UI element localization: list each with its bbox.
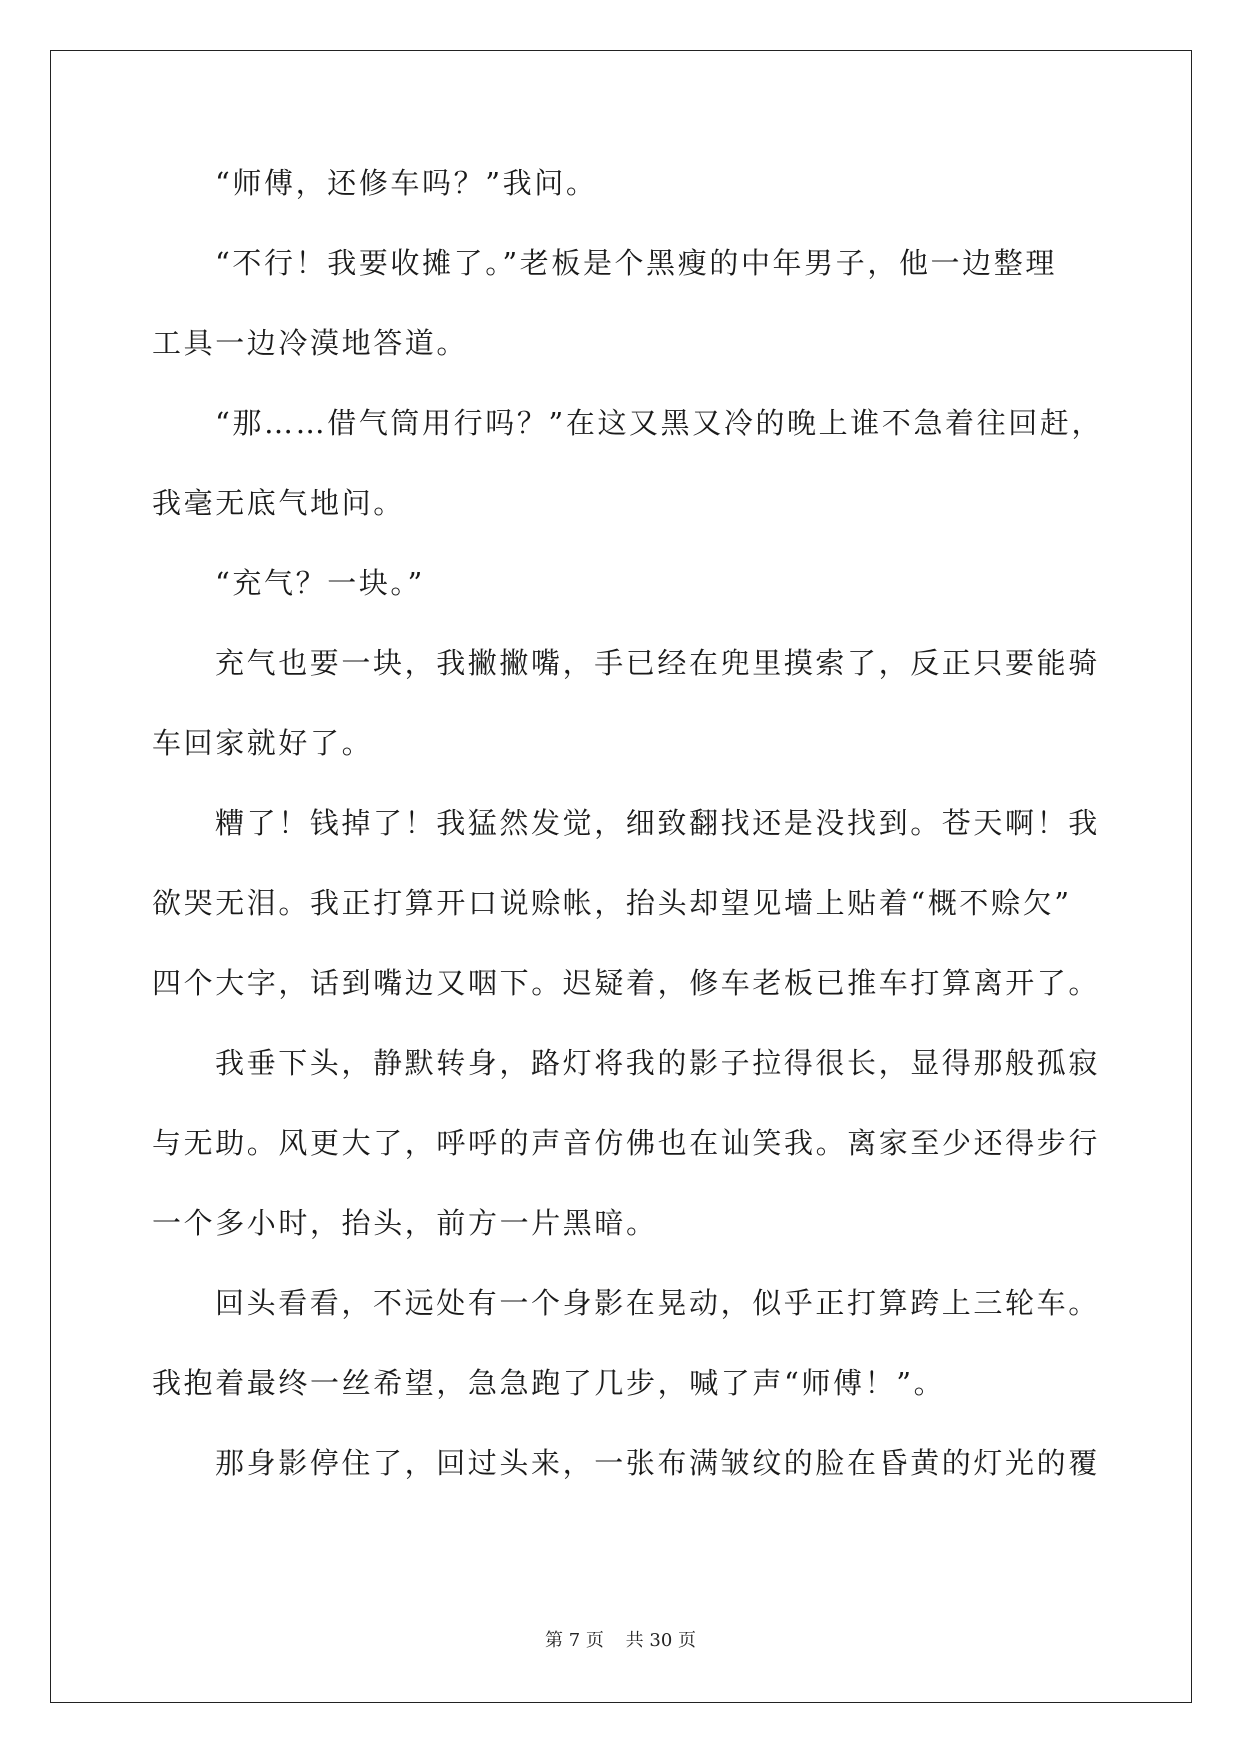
page-number: 第 7 页: [545, 1630, 604, 1651]
text-line: 我抱着最终一丝希望，急急跑了几步，喊了声“师傅！”。: [152, 1366, 946, 1400]
text-line: 四个大字，话到嘴边又咽下。迟疑着，修车老板已推车打算离开了。: [152, 966, 1101, 1000]
text-line: 与无助。风更大了，呼呼的声音仿佛也在讪笑我。离家至少还得步行: [152, 1126, 1101, 1160]
page-total: 共 30 页: [625, 1630, 696, 1651]
text-line: 那身影停住了，回过头来，一张布满皱纹的脸在昏黄的灯光的覆: [215, 1446, 1100, 1480]
text-line: 我垂下头，静默转身，路灯将我的影子拉得很长，显得那般孤寂: [215, 1046, 1100, 1080]
text-line: 欲哭无泪。我正打算开口说赊帐，抬头却望见墙上贴着“概不赊欠”: [152, 886, 1072, 920]
text-line: “师傅，还修车吗？”我问。: [215, 166, 598, 200]
page-footer: [0, 1626, 1241, 1652]
text-line: 回头看看，不远处有一个身影在晃动，似乎正打算跨上三轮车。: [215, 1286, 1100, 1320]
text-line: 一个多小时，抬头，前方一片黑暗。: [152, 1206, 658, 1240]
text-line: 充气也要一块，我撇撇嘴，手已经在兜里摸索了，反正只要能骑: [215, 646, 1100, 680]
text-line: 车回家就好了。: [152, 726, 374, 760]
document-body: [152, 166, 1104, 1528]
text-line: 我毫无底气地问。: [152, 486, 405, 520]
text-line: 糟了！钱掉了！我猛然发觉，细致翻找还是没找到。苍天啊！我: [215, 806, 1100, 840]
text-line: 工具一边冷漠地答道。: [152, 326, 469, 360]
text-line: “不行！我要收摊了。”老板是个黑瘦的中年男子，他一边整理: [215, 246, 1057, 280]
text-line: “那……借气筒用行吗？”在这又黑又冷的晚上谁不急着往回赶，: [215, 406, 1104, 440]
text-line: “充气？一块。”: [215, 566, 425, 600]
